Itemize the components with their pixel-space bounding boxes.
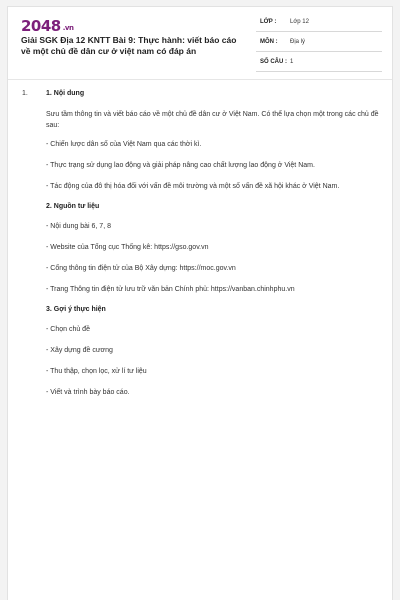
meta-label: MÔN : [260, 39, 278, 45]
list-item: - Cổng thông tin điện tử của Bộ Xây dựng: https://moc.gov.vn [46, 265, 236, 272]
list-item: - Nội dung bài 6, 7, 8 [46, 223, 111, 230]
list-item: - Trang Thông tin điện tử lưu trữ văn bản Chính phủ: https://vanban.chinhphu.vn [46, 286, 295, 293]
logo-text: 2048 [21, 17, 61, 35]
list-item: - Thực trạng sử dụng lao động và giải pháp nâng cao chất lượng lao động ở Việt Nam. [46, 162, 315, 169]
document-page [7, 6, 393, 600]
list-item: - Viết và trình bày báo cáo. [46, 389, 130, 396]
document-meta [256, 17, 382, 77]
list-item: - Tác động của đô thị hóa đối với vấn đề môi trường và một số vấn đề xã hội khác ở Việt Nam. [46, 183, 340, 190]
meta-value: Địa lý [290, 39, 306, 45]
meta-label: LỚP : [260, 19, 277, 25]
question-number: 1. [22, 90, 28, 97]
list-item: - Website của Tổng cục Thống kê: https://gso.gov.vn [46, 244, 209, 251]
list-item: - Thu thập, chọn lọc, xử lí tư liệu [46, 368, 147, 375]
document-title: Giải SGK Địa 12 KNTT Bài 9: Thực hành: viết báo cáo về một chủ đề dân cư ở việt nam có đáp án [21, 35, 237, 56]
section-intro: Sưu tầm thông tin và viết báo cáo về một chủ đề dân cư ở Việt Nam. Có thể lựa chọn một trong các chủ đề sau: [46, 111, 379, 129]
list-item: - Chiến lược dân số của Việt Nam qua các thời kì. [46, 141, 202, 148]
question-body [46, 87, 380, 409]
meta-row-subject [256, 37, 382, 52]
meta-row-class [256, 17, 382, 32]
document-header [8, 7, 392, 75]
list-item: - Chọn chủ đề [46, 326, 90, 333]
logo-suffix: .vn [62, 24, 74, 32]
section-title: 3. Gợi ý thực hiện [46, 306, 106, 313]
list-item: - Xây dựng đề cương [46, 347, 113, 354]
meta-label: SỐ CÂU : [260, 59, 287, 65]
meta-value: 1 [290, 59, 294, 65]
section-title: 2. Nguồn tư liệu [46, 203, 100, 210]
meta-value: Lớp 12 [290, 19, 309, 25]
site-logo[interactable] [21, 17, 73, 35]
meta-row-question-count [256, 57, 382, 72]
section-title: 1. Nội dung [46, 90, 85, 97]
header-divider [8, 79, 392, 80]
